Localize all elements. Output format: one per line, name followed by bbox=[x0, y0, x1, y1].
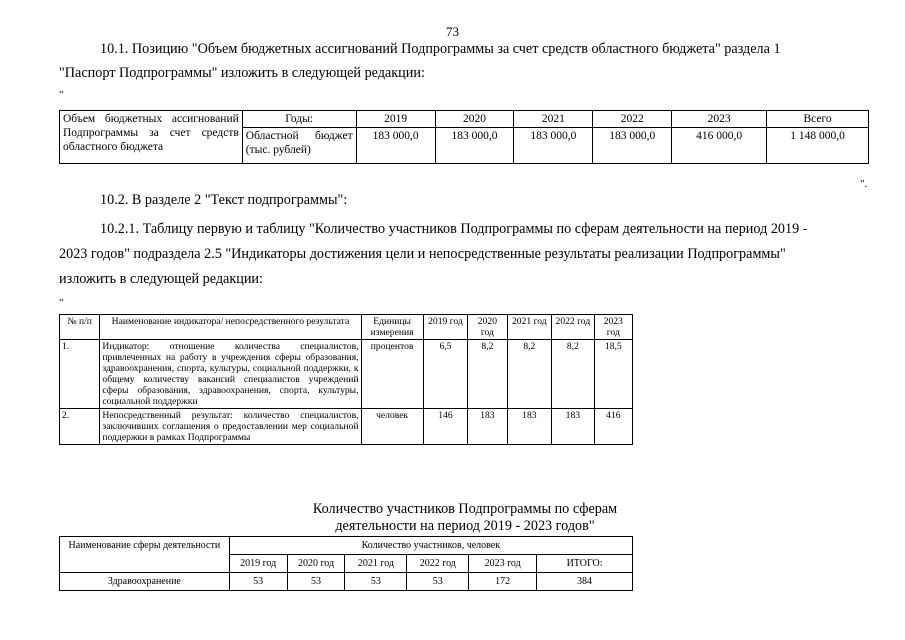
indicator-value: 416 bbox=[594, 409, 632, 445]
budget-value: 183 000,0 bbox=[514, 128, 593, 164]
participants-table-title-line1: Количество участников Подпрограммы по сферам bbox=[312, 501, 618, 517]
indicator-name: Непосредственный результат: количество специалистов, заключивших соглашения о предоставлении мер социальной поддержки в рамках Подпрограммы bbox=[100, 409, 361, 445]
header-indicator-name: Наименование индикатора/ непосредственного результата bbox=[100, 315, 361, 340]
regional-budget-label: Областной бюджет (тыс. рублей) bbox=[242, 128, 356, 164]
indicator-name: Индикатор: отношение количества специалистов, привлеченных на работу в учреждения сферы образования, здравоохранения, спорта, культуры, социальной поддержки, к общему количеству вакансий специалистов учреждений сферы образования, здравоохранения, спорта, культуры, социальной поддержки bbox=[100, 340, 361, 409]
paragraph-10-2-1-line3: изложить в следующей редакции: bbox=[59, 271, 263, 287]
header-year: 2023 год bbox=[594, 315, 632, 340]
header-number: № п/п bbox=[60, 315, 100, 340]
indicator-unit: процентов bbox=[361, 340, 423, 409]
header-year: 2023 год bbox=[469, 555, 537, 573]
participants-value: 53 bbox=[407, 573, 469, 591]
header-unit: Единицы измерения bbox=[361, 315, 423, 340]
budget-value: 183 000,0 bbox=[593, 128, 672, 164]
indicators-table bbox=[59, 314, 633, 445]
budget-label: Объем бюджетных ассигнований Подпрограммы за счет средств областного бюджета bbox=[60, 111, 243, 164]
header-year: 2022 год bbox=[407, 555, 469, 573]
header-year: 2021 год bbox=[345, 555, 407, 573]
header-year: 2020 год bbox=[468, 315, 507, 340]
quote-open-2: " bbox=[59, 297, 64, 309]
paragraph-10-2: 10.2. В разделе 2 "Текст подпрограммы": bbox=[100, 192, 348, 208]
indicator-value: 146 bbox=[423, 409, 468, 445]
row-number: 2. bbox=[60, 409, 100, 445]
budget-total-value: 1 148 000,0 bbox=[767, 128, 869, 164]
indicator-value: 8,2 bbox=[468, 340, 507, 409]
participants-table bbox=[59, 536, 633, 591]
header-year: 2020 год bbox=[287, 555, 345, 573]
table-row bbox=[60, 340, 633, 409]
participants-value: 53 bbox=[287, 573, 345, 591]
paragraph-10-2-1-line1: 10.2.1. Таблицу первую и таблицу "Количество участников Подпрограммы по сферам деятельности на период 2019 - bbox=[100, 221, 808, 237]
participants-value: 53 bbox=[229, 573, 287, 591]
indicator-value: 8,2 bbox=[507, 340, 552, 409]
paragraph-10-1-line1: 10.1. Позицию "Объем бюджетных ассигнований Подпрограммы за счет средств областного бюджета" раздела 1 bbox=[100, 41, 781, 57]
indicator-value: 18,5 bbox=[594, 340, 632, 409]
paragraph-10-1-line2: "Паспорт Подпрограммы" изложить в следующей редакции: bbox=[59, 65, 425, 81]
year-header: 2021 bbox=[514, 111, 593, 128]
indicator-value: 6,5 bbox=[423, 340, 468, 409]
budget-table bbox=[59, 110, 869, 164]
participants-value: 53 bbox=[345, 573, 407, 591]
indicator-value: 183 bbox=[552, 409, 594, 445]
budget-value: 183 000,0 bbox=[435, 128, 514, 164]
header-year: 2021 год bbox=[507, 315, 552, 340]
indicator-value: 8,2 bbox=[552, 340, 594, 409]
table-row bbox=[60, 573, 633, 591]
year-header: 2022 bbox=[593, 111, 672, 128]
participants-total: 384 bbox=[537, 573, 633, 591]
budget-value: 183 000,0 bbox=[356, 128, 435, 164]
participants-table-title-line2: деятельности на период 2019 - 2023 годов" bbox=[335, 518, 595, 534]
year-header: 2019 bbox=[356, 111, 435, 128]
years-label: Годы: bbox=[242, 111, 356, 128]
paragraph-10-2-1-line2: 2023 годов" подраздела 2.5 "Индикаторы достижения цели и непосредственные результаты реализации Подпрограммы" bbox=[59, 246, 786, 262]
budget-value: 416 000,0 bbox=[672, 128, 767, 164]
row-number: 1. bbox=[60, 340, 100, 409]
header-total: ИТОГО: bbox=[537, 555, 633, 573]
header-year: 2019 год bbox=[229, 555, 287, 573]
table-row bbox=[60, 409, 633, 445]
indicator-value: 183 bbox=[468, 409, 507, 445]
header-participants-count: Количество участников, человек bbox=[229, 537, 632, 555]
participants-value: 172 bbox=[469, 573, 537, 591]
quote-open-1: " bbox=[59, 89, 64, 101]
year-header: 2023 bbox=[672, 111, 767, 128]
header-year: 2022 год bbox=[552, 315, 594, 340]
sphere-name: Здравоохранение bbox=[60, 573, 230, 591]
indicator-value: 183 bbox=[507, 409, 552, 445]
header-sphere: Наименование сферы деятельности bbox=[60, 537, 230, 573]
total-header: Всего bbox=[767, 111, 869, 128]
quote-close-1: ". bbox=[860, 178, 868, 190]
year-header: 2020 bbox=[435, 111, 514, 128]
page-number: 73 bbox=[446, 24, 459, 39]
indicator-unit: человек bbox=[361, 409, 423, 445]
header-year: 2019 год bbox=[423, 315, 468, 340]
